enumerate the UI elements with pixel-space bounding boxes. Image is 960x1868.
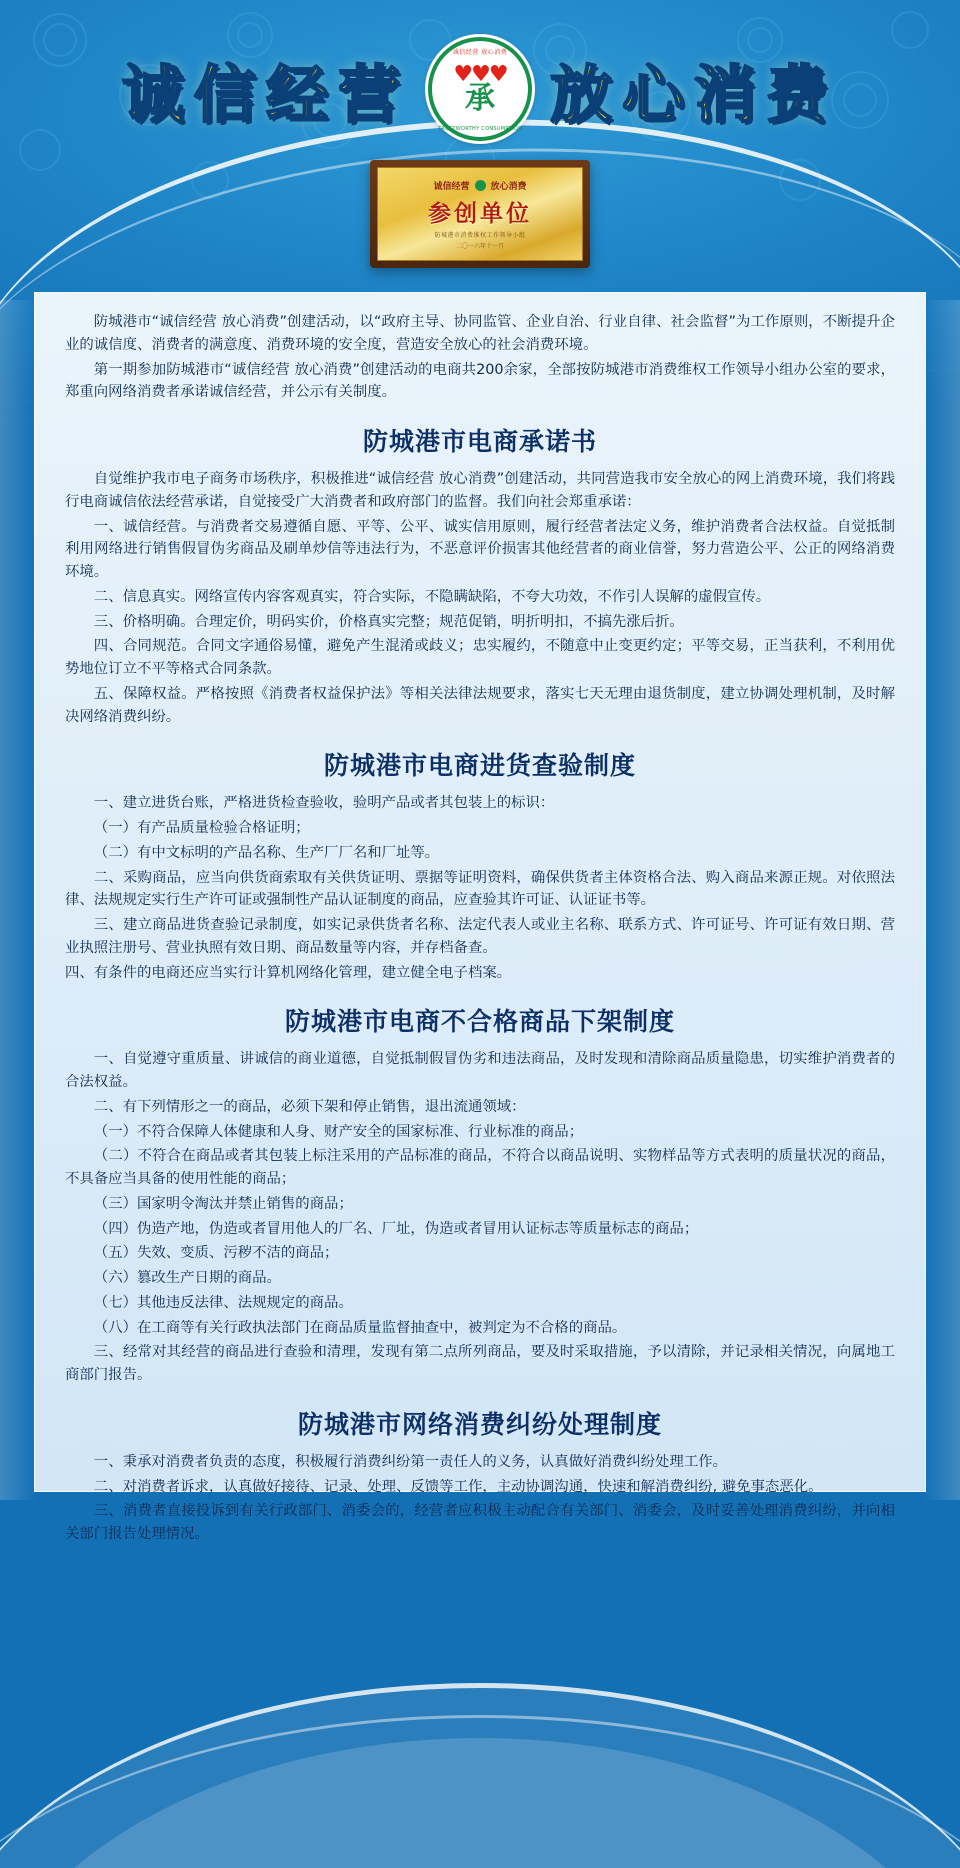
section-inspection-item: 四、有条件的电商还应当实行计算机网络化管理，建立健全电子档案。 (65, 964, 512, 981)
plaque-date-text: 二〇一六年十一月 (455, 242, 504, 250)
section-inspection (65, 746, 895, 984)
logo-top-text: 诚信经营 放心消费 (452, 49, 508, 56)
section-inspection-title: 防城港市电商进货查验制度 (323, 751, 636, 781)
section-commitment-title: 防城港市电商承诺书 (362, 427, 597, 456)
section-removal-title: 防城港市电商不合格商品下架制度 (284, 1007, 675, 1037)
plaque-top-left-text: 诚信经营 (433, 181, 470, 192)
section-dispute-item: 一、秉承对消费者负责的态度，积极履行消费纠纷第一责任人的义务，认真做好消费纠纷处理工作。 (93, 1453, 727, 1470)
award-plaque-face (377, 167, 583, 261)
award-plaque (370, 160, 590, 268)
section-removal-item: （一）不符合保障人体健康和人身、财产安全的国家标准、行业标准的商品； (93, 1123, 584, 1140)
plaque-top-right-text: 放心消费 (490, 181, 527, 192)
section-inspection-item: （二）有中文标明的产品名称、生产厂厂名和厂址等。 (93, 844, 440, 861)
hearts-icon: ♥♥♥ (453, 62, 507, 87)
section-removal-item: （三）国家明令淘汰并禁止销售的商品； (93, 1195, 353, 1212)
plaque-issuer-text: 防城港市消费维权工作领导小组 (434, 231, 526, 239)
section-inspection-item: 三、建立商品进货查验记录制度，如实记录供货者名称、法定代表人或业主名称、联系方式、许可证号、许可证有效日期、营业执照注册号、营业执照有效日期、商品数量等内容，并存档备查。 (65, 917, 895, 956)
section-dispute-title: 防城港市网络消费纠纷处理制度 (297, 1409, 662, 1439)
section-commitment-lead: 自觉维护我市电子商务市场秩序，积极推进“诚信经营 放心消费”创建活动，共同营造我市安全放心的网上消费环境，我们将践行电商诚信依法经营承诺，自觉接受广大消费者和政府部门的监督。我们向社会郑重承诺： (65, 471, 895, 510)
section-inspection-item: 二、采购商品，应当向供货商索取有关供货证明、票据等证明资料，确保供货者主体资格合法、购入商品来源正规。对依照法律、法规规定实行生产许可证或强制性产品认证制度的商品，应查验其许可证、认证证书等。 (65, 869, 895, 909)
header-title-right: 放心消费 (550, 57, 839, 131)
right-edge-gradient (924, 300, 960, 1500)
section-dispute (65, 1405, 895, 1546)
plaque-main-text: 参创单位 (428, 200, 532, 227)
section-removal (65, 1002, 895, 1387)
section-commitment (65, 422, 895, 728)
section-removal-item: （六）篡改生产日期的商品。 (93, 1270, 281, 1286)
section-removal-item: （七）其他违反法律、法规规定的商品。 (93, 1294, 353, 1311)
section-inspection-item: （一）有产品质量检验合格证明； (93, 820, 310, 836)
header-title-left: 诚信经营 (121, 57, 410, 131)
logo-ring-text: TRUSTWORTHY CONSUMPTION (437, 126, 523, 132)
section-removal-item: 一、自觉遵守重质量、讲诚信的商业道德，自觉抵制假冒伪劣和违法商品，及时发现和清除商品质量隐患，切实维护消费者的合法权益。 (65, 1051, 895, 1090)
section-dispute-item: 三、消费者直接投诉到有关行政部门、消委会的，经营者应积极主动配合有关部门、消委会，及时妥善处理消费纠纷，并向相关部门报告处理情况。 (65, 1503, 895, 1542)
section-commitment-item: 一、诚信经营。与消费者交易遵循自愿、平等、公平、诚实信用原则，履行经营者法定义务，维护消费者合法权益。自觉抵制利用网络进行销售假冒伪劣商品及刷单炒信等违法行为，不恶意评价损害其他经营者的商业信誉，努力营造公平、公正的网络消费环境。 (65, 518, 895, 580)
credit-consumption-logo-icon (428, 37, 532, 141)
intro-paragraph-2: 第一期参加防城港市“诚信经营 放心消费”创建活动的电商共200余家，全部按防城港市消费维权工作领导小组办公室的要求，郑重向网络消费者承诺诚信经营，并公示有关制度。 (65, 361, 895, 401)
intro-section (65, 311, 895, 404)
intro-paragraph-1: 防城港市“诚信经营 放心消费”创建活动，以“政府主导、协同监管、企业自治、行业自律、社会监督”为工作原则，不断提升企业的诚信度、消费者的满意度、消费环境的安全度，营造安全放心的社会消费环境。 (65, 314, 895, 353)
plaque-top-line (433, 179, 526, 192)
footer-wave-decoration-secondary (0, 1715, 960, 1868)
section-commitment-item: 四、合同规范。合同文字通俗易懂，避免产生混淆或歧义；忠实履约，不随意中止变更约定；平等交易，正当获利，不利用优势地位订立不平等格式合同条款。 (65, 638, 895, 677)
section-commitment-item: 三、价格明确。合理定价，明码实价，价格真实完整；规范促销，明折明扣，不搞先涨后折。 (93, 613, 684, 630)
logo-mark-glyph: 承 (465, 81, 495, 116)
section-dispute-item: 二、对消费者诉求，认真做好接待、记录、处理、反馈等工作，主动协调沟通，快速和解消费纠纷, 避免事态恶化。 (93, 1478, 823, 1495)
section-removal-item: 二、有下列情形之一的商品，必须下架和停止销售，退出流通领域： (93, 1098, 526, 1115)
section-removal-item: （五）失效、变质、污秽不洁的商品； (93, 1245, 339, 1262)
section-inspection-item: 一、建立进货台账，严格进货检查验收，验明产品或者其包装上的标识： (93, 795, 555, 812)
section-removal-item: 三、经常对其经营的商品进行查验和清理，发现有第二点所列商品，要及时采取措施，予以清除，并记录相关情况，向属地工商部门报告。 (65, 1344, 895, 1383)
section-removal-item: （四）伪造产地，伪造或者冒用他人的厂名、厂址，伪造或者冒用认证标志等质量标志的商品； (93, 1220, 699, 1237)
section-commitment-item: 二、信息真实。网络宣传内容客观真实，符合实际，不隐瞒缺陷，不夸大功效，不作引人误解的虚假宣传。 (93, 588, 771, 605)
section-removal-item: （二）不符合在商品或者其包装上标注采用的产品标准的商品，不符合以商品说明、实物样品等方式表明的质量状况的商品，不具备应当具备的使用性能的商品； (65, 1148, 895, 1187)
section-commitment-item: 五、保障权益。严格按照《消费者权益保护法》等相关法律法规要求，落实七天无理由退货制度，建立协调处理机制，及时解决网络消费纠纷。 (65, 685, 895, 725)
poster-header (0, 34, 960, 144)
left-edge-gradient (0, 300, 36, 1500)
plaque-seal-icon (475, 180, 486, 191)
section-removal-item: （八）在工商等有关行政执法部门在商品质量监督抽查中，被判定为不合格的商品。 (93, 1319, 627, 1336)
document-body (34, 292, 926, 1542)
